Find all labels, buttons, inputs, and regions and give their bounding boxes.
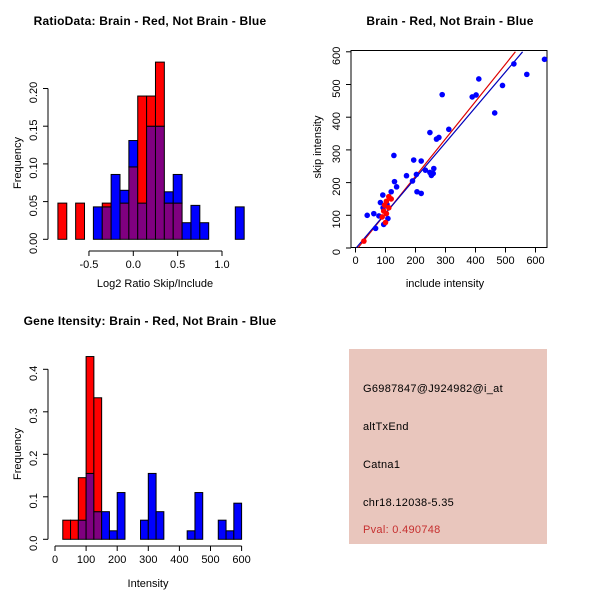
scatter-point-brain_red [379, 214, 385, 220]
y-tick-label: 400 [331, 112, 343, 131]
ratio-histogram-title: RatioData: Brain - Red, Not Brain - Blue [33, 14, 267, 28]
histogram-bar [218, 520, 226, 539]
x-tick-label: 300 [436, 255, 455, 267]
scatter-point-not_brain_blue [394, 184, 400, 190]
x-tick-label: 100 [76, 554, 96, 566]
histogram-bar [102, 203, 111, 207]
x-tick-label: 1.0 [214, 259, 230, 271]
y-tick-label: 0.2 [28, 450, 40, 466]
scatter-point-not_brain_blue [500, 83, 506, 89]
histogram-bar-overlap [129, 167, 138, 239]
histogram-bar-overlap [102, 207, 111, 239]
histogram-bar [148, 473, 156, 539]
gene-histogram-ylabel: Frequency [12, 428, 24, 480]
scatter-point-not_brain_blue [388, 189, 394, 195]
histogram-bar [71, 520, 79, 539]
scatter-point-not_brain_blue [542, 57, 548, 63]
x-tick-label: 400 [466, 255, 485, 267]
histogram-bar [76, 203, 85, 239]
x-tick-label: 500 [496, 255, 515, 267]
scatter-point-brain_red [386, 205, 392, 211]
histogram-bar [120, 190, 129, 203]
x-tick-label: 400 [170, 554, 189, 566]
histogram-bar-overlap [120, 203, 129, 239]
histogram-bar-overlap [78, 520, 86, 539]
histogram-bar-overlap [94, 512, 102, 540]
scatter-xlabel: include intensity [405, 278, 485, 290]
y-tick-label: 0.05 [28, 194, 40, 217]
scatter-point-brain_red [388, 196, 394, 202]
x-tick-label: 100 [376, 255, 395, 267]
histogram-bar [63, 520, 71, 539]
scatter-point-not_brain_blue [391, 153, 397, 159]
histogram-bar-overlap [155, 126, 164, 239]
histogram-bar [111, 174, 120, 239]
y-tick-label: 100 [331, 210, 343, 229]
info-panel [349, 349, 547, 544]
y-tick-label: 0.3 [28, 408, 40, 424]
scatter-point-not_brain_blue [431, 166, 437, 172]
scatter-point-not_brain_blue [380, 192, 386, 198]
scatter-point-not_brain_blue [492, 110, 498, 116]
histogram-bar [129, 141, 138, 167]
scatter-point-not_brain_blue [404, 173, 410, 179]
y-tick-label: 0.15 [28, 119, 40, 141]
scatter-point-not_brain_blue [439, 92, 445, 98]
y-tick-label: 0.20 [28, 81, 40, 104]
histogram-bar [117, 493, 125, 540]
locus-text: chr18.12038-5.35 [363, 497, 455, 509]
scatter-point-not_brain_blue [373, 226, 379, 232]
histogram-bar [94, 398, 102, 512]
histogram-bar-overlap [138, 203, 147, 239]
histogram-bar-overlap [86, 473, 94, 539]
scatter-point-not_brain_blue [524, 72, 530, 78]
histogram-bar [226, 531, 234, 540]
histogram-bar [138, 96, 147, 203]
scatter-point-not_brain_blue [418, 158, 424, 164]
histogram-bar [141, 520, 149, 539]
histogram-bar [164, 192, 173, 203]
scatter-point-not_brain_blue [371, 211, 377, 217]
scatter-point-not_brain_blue [392, 179, 398, 185]
scatter-ylabel: skip intensity [312, 115, 324, 179]
y-tick-label: 0.10 [28, 157, 40, 179]
scatter-point-not_brain_blue [410, 178, 416, 184]
x-tick-label: 200 [108, 554, 127, 566]
histogram-bar [155, 62, 164, 126]
probe-id-text: G6987847@J924982@i_at [363, 383, 503, 395]
pval-text: Pval: 0.490748 [363, 524, 441, 536]
ratio-histogram-plot [0, 0, 300, 300]
histogram-bar [93, 207, 102, 239]
scatter-point-brain_red [383, 220, 389, 226]
scatter-point-not_brain_blue [436, 135, 442, 141]
event-type-text: altTxEnd [363, 421, 409, 433]
ratio-histogram-ylabel: Frequency [12, 137, 24, 189]
histogram-bar [78, 478, 86, 521]
scatter-point-not_brain_blue [411, 157, 417, 163]
y-tick-label: 0.4 [28, 365, 40, 381]
y-tick-label: 0 [331, 248, 343, 256]
histogram-bar-overlap [147, 126, 156, 239]
histogram-bar [195, 493, 203, 540]
x-tick-label: 0.5 [170, 259, 186, 271]
scatter-point-not_brain_blue [414, 172, 420, 178]
scatter-plot [300, 0, 600, 300]
scatter-point-not_brain_blue [446, 126, 452, 132]
x-tick-label: 0 [352, 255, 359, 267]
x-tick-label: 200 [406, 255, 425, 267]
x-tick-label: 600 [526, 255, 545, 267]
scatter-point-not_brain_blue [364, 213, 370, 219]
histogram-bar [191, 205, 200, 239]
histogram-bar-overlap [173, 203, 182, 239]
y-tick-label: 0.00 [28, 232, 40, 255]
histogram-bar [58, 203, 67, 239]
y-tick-label: 0.0 [28, 535, 40, 551]
x-tick-label: 600 [232, 554, 251, 566]
gene-histogram-plot [0, 300, 300, 600]
scatter-point-not_brain_blue [476, 76, 482, 82]
histogram-bar [156, 512, 164, 540]
scatter-point-not_brain_blue [473, 92, 479, 98]
histogram-bar [102, 512, 110, 540]
x-tick-label: -0.5 [79, 259, 99, 271]
y-tick-label: 200 [331, 177, 343, 196]
histogram-bar [182, 223, 191, 240]
scatter-point-not_brain_blue [511, 61, 517, 67]
histogram-bar [235, 207, 244, 239]
histogram-bar-overlap [164, 203, 173, 239]
scatter-point-brain_red [361, 238, 367, 244]
histogram-bar [234, 503, 242, 539]
histogram-bar [109, 531, 117, 540]
scatter-point-not_brain_blue [429, 173, 435, 179]
histogram-bar [86, 357, 94, 474]
y-tick-label: 0.1 [28, 493, 40, 509]
scatter-point-not_brain_blue [418, 191, 424, 197]
x-tick-label: 0 [51, 554, 59, 566]
gene-histogram-title: Gene Itensity: Brain - Red, Not Brain - Blue [23, 314, 277, 328]
histogram-bar [200, 223, 209, 240]
gene-name-text: Catna1 [363, 459, 401, 471]
x-tick-label: 500 [201, 554, 220, 566]
x-tick-label: 300 [139, 554, 158, 566]
ratio-histogram-xlabel: Log2 Ratio Skip/Include [96, 278, 214, 290]
histogram-bar [187, 531, 195, 540]
y-tick-label: 500 [331, 79, 343, 98]
scatter-point-not_brain_blue [427, 130, 433, 136]
gene-histogram-xlabel: Intensity [127, 578, 169, 590]
x-tick-label: 0.0 [125, 259, 141, 271]
scatter-title: Brain - Red, Not Brain - Blue [366, 14, 534, 28]
y-tick-label: 600 [331, 46, 343, 65]
y-tick-label: 300 [331, 144, 343, 164]
histogram-bar [173, 174, 182, 203]
histogram-bar [147, 96, 156, 126]
